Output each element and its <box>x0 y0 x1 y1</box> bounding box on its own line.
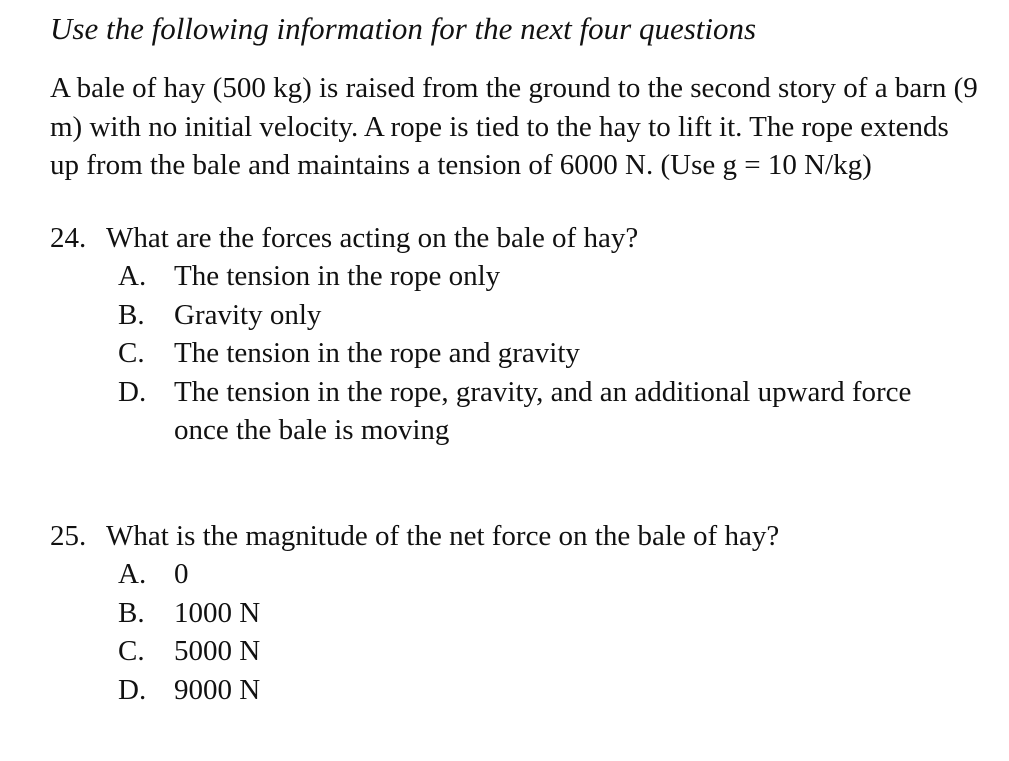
choice-letter: C. <box>118 337 145 369</box>
choice-text: The tension in the rope and gravity <box>174 337 580 369</box>
answer-choice-a[interactable] <box>50 555 990 594</box>
choice-text: 1000 N <box>174 596 261 629</box>
section-heading: Use the following information for the next four questions <box>50 11 757 46</box>
document-page <box>50 10 990 709</box>
choice-letter: C. <box>118 635 145 667</box>
question-text: What is the magnitude of the net force on the bale of hay? <box>106 519 780 552</box>
question-stem <box>50 517 990 556</box>
choice-letter: D. <box>118 375 147 408</box>
choice-letter: A. <box>118 260 147 292</box>
answer-choice-d[interactable] <box>50 671 990 710</box>
choice-letter: B. <box>118 298 145 331</box>
choice-text: Gravity only <box>174 298 322 331</box>
answer-choice-b[interactable] <box>50 296 990 335</box>
choice-letter: B. <box>118 596 145 629</box>
answer-choices <box>50 555 990 709</box>
answer-choices <box>50 257 990 450</box>
choice-text: 9000 N <box>174 673 261 706</box>
question-text: What are the forces acting on the bale of hay? <box>106 221 639 254</box>
choice-text: 5000 N <box>174 635 261 667</box>
choice-letter: D. <box>118 673 147 706</box>
choice-text: 0 <box>174 558 189 590</box>
answer-choice-c[interactable] <box>50 334 990 373</box>
question-number: 25. <box>50 519 87 552</box>
choice-letter: A. <box>118 558 147 590</box>
info-passage: A bale of hay (500 kg) is raised from the ground to the second story of a barn (9 m) with no initial velocity. A rope is tied to the hay to lift it. The rope extends up from the bale and maintains a tension of 6000 N. (Use g = 10 N/kg) <box>50 72 978 181</box>
question-number: 24. <box>50 221 87 254</box>
question-stem <box>50 219 990 258</box>
answer-choice-a[interactable] <box>50 257 990 296</box>
answer-choice-b[interactable] <box>50 594 990 633</box>
choice-text: The tension in the rope, gravity, and an additional upward force once the bale is moving <box>174 375 912 446</box>
answer-choice-c[interactable] <box>50 632 990 671</box>
question-25 <box>50 517 990 710</box>
answer-choice-d[interactable] <box>50 373 990 450</box>
question-24 <box>50 219 990 450</box>
choice-text: The tension in the rope only <box>174 260 501 292</box>
